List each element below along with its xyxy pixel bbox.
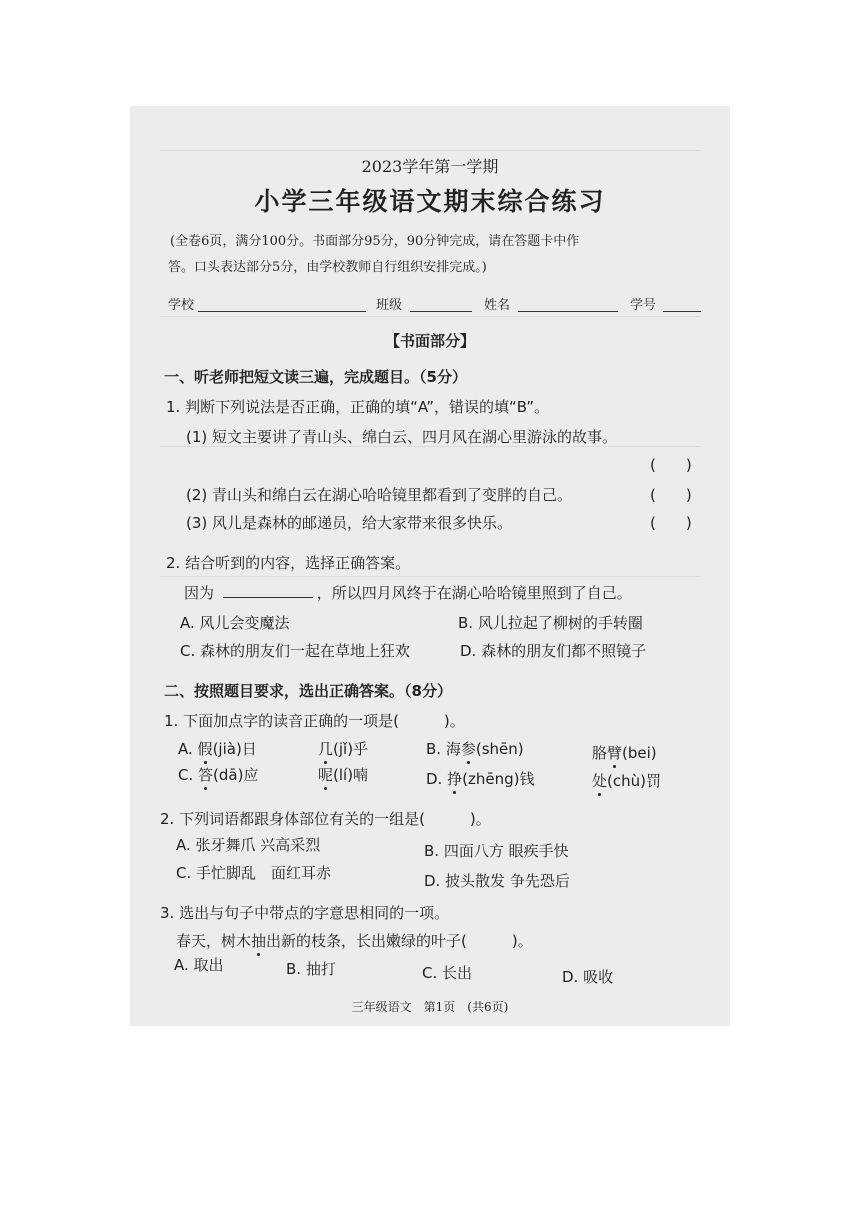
dotted-char: 抽 [251,932,267,950]
part1-q1-prompt: 1. 判断下列说法是否正确，正确的填“A”，错误的填“B”。 [166,398,550,416]
part1-q2-stem [184,582,632,603]
part2-q3-prompt: 3. 选出与句子中带点的字意思相同的一项。 [160,904,450,922]
option-d[interactable]: D. 吸收 [562,968,614,986]
part1-q1-item1: (1) 短文主要讲了青山头、绵白云、四月风在湖心里游泳的故事。 [186,428,618,446]
pinyin: (bei) [622,744,657,762]
sentence-text: 出新的枝条，长出嫩绿的叶子( )。 [266,932,533,950]
name-field[interactable] [518,311,618,312]
option-label: A. [178,740,198,758]
part2-q1-option-d2 [592,770,661,791]
sentence-text: 春天，树木 [176,932,252,950]
stem-text: ，所以四月风终于在湖心哈哈镜里照到了自己。 [316,584,632,602]
dotted-char: 几 [318,740,334,758]
part2-q1-option-c1[interactable] [178,764,258,785]
class-label: 班级 [376,298,403,313]
pinyin: (zhēng)钱 [462,770,535,788]
part2-q1-option-b1[interactable] [426,738,524,759]
char: 胳 [592,744,608,762]
option-b[interactable]: B. 四面八方 眼疾手快 [424,842,569,860]
exam-paper [130,106,730,1026]
divider [160,576,700,577]
part2-q3-sentence [176,930,533,951]
class-field[interactable] [410,311,472,312]
option-c[interactable]: C. 森林的朋友们一起在草地上狂欢 [180,642,411,660]
option-label: B. 海 [426,740,461,758]
dotted-char: 假 [197,740,213,758]
pinyin: (jǐ)乎 [333,740,369,758]
fill-blank[interactable] [223,583,313,598]
student-no-label: 学号 [630,298,657,313]
school-field[interactable] [198,311,366,312]
pinyin: (dā)应 [213,766,259,784]
part2-q1-option-b2 [592,742,657,763]
part2-q1-option-d1[interactable] [426,768,534,789]
page-footer: 三年级语文 第1页 (共6页) [351,1000,509,1014]
answer-bracket[interactable]: ( ) [650,486,692,504]
exam-note-line2: 答。口头表达部分5分，由学校教师自行组织安排完成。) [168,260,487,275]
option-d[interactable]: D. 披头散发 争先恐后 [424,872,570,890]
dotted-char: 臂 [607,744,623,762]
option-a[interactable]: A. 张牙舞爪 兴高采烈 [176,836,321,854]
divider [160,316,700,317]
option-c[interactable]: C. 手忙脚乱 面红耳赤 [176,864,332,882]
dotted-char: 挣 [447,770,463,788]
page-title: 小学三年级语文期末综合练习 [254,187,606,216]
part2-q1-option-c2 [318,764,368,785]
student-no-field[interactable] [663,311,701,312]
answer-bracket[interactable]: ( ) [650,456,692,474]
part2-heading: 二、按照题目要求，选出正确答案。（8分） [164,682,452,700]
pinyin: (jià)日 [212,740,257,758]
answer-bracket[interactable]: ( ) [650,514,692,532]
part1-heading: 一、听老师把短文读三遍，完成题目。（5分） [164,368,467,386]
pinyin: (shēn) [475,740,524,758]
option-d[interactable]: D. 森林的朋友们都不照镜子 [460,642,647,660]
name-label: 姓名 [484,298,511,313]
option-b[interactable]: B. 风儿拉起了柳树的手转圈 [458,614,643,632]
dotted-char: 处 [592,772,608,790]
term-label: 2023学年第一学期 [361,157,499,176]
school-label: 学校 [168,298,195,313]
dotted-char: 答 [198,766,214,784]
pinyin: (lí)喃 [333,766,369,784]
option-label: C. [178,766,199,784]
part1-q1-item3: (3) 风儿是森林的邮递员，给大家带来很多快乐。 [186,514,513,532]
option-a[interactable]: A. 取出 [174,956,224,974]
option-a[interactable]: A. 风儿会变魔法 [180,614,290,632]
part2-q1-option-a1[interactable] [178,738,257,759]
part1-q2-prompt: 2. 结合听到的内容，选择正确答案。 [166,554,411,572]
divider [160,150,700,151]
dotted-char: 参 [460,740,476,758]
dotted-char: 呢 [318,766,334,784]
pinyin: (chù)罚 [607,772,661,790]
section-banner: 【书面部分】 [384,332,475,350]
option-label: D. [426,770,448,788]
exam-note-line1: (全卷6页，满分100分。书面部分95分，90分钟完成，请在答题卡中作 [170,234,580,249]
part2-q1-option-a2 [318,738,368,759]
option-b[interactable]: B. 抽打 [286,960,336,978]
part2-q2-prompt: 2. 下列词语都跟身体部位有关的一组是( )。 [160,810,491,828]
stem-text: 因为 [184,584,215,602]
part2-q1-prompt: 1. 下面加点字的读音正确的一项是( )。 [164,712,465,730]
part1-q1-item2: (2) 青山头和绵白云在湖心哈哈镜里都看到了变胖的自己。 [186,486,573,504]
option-c[interactable]: C. 长出 [422,964,473,982]
